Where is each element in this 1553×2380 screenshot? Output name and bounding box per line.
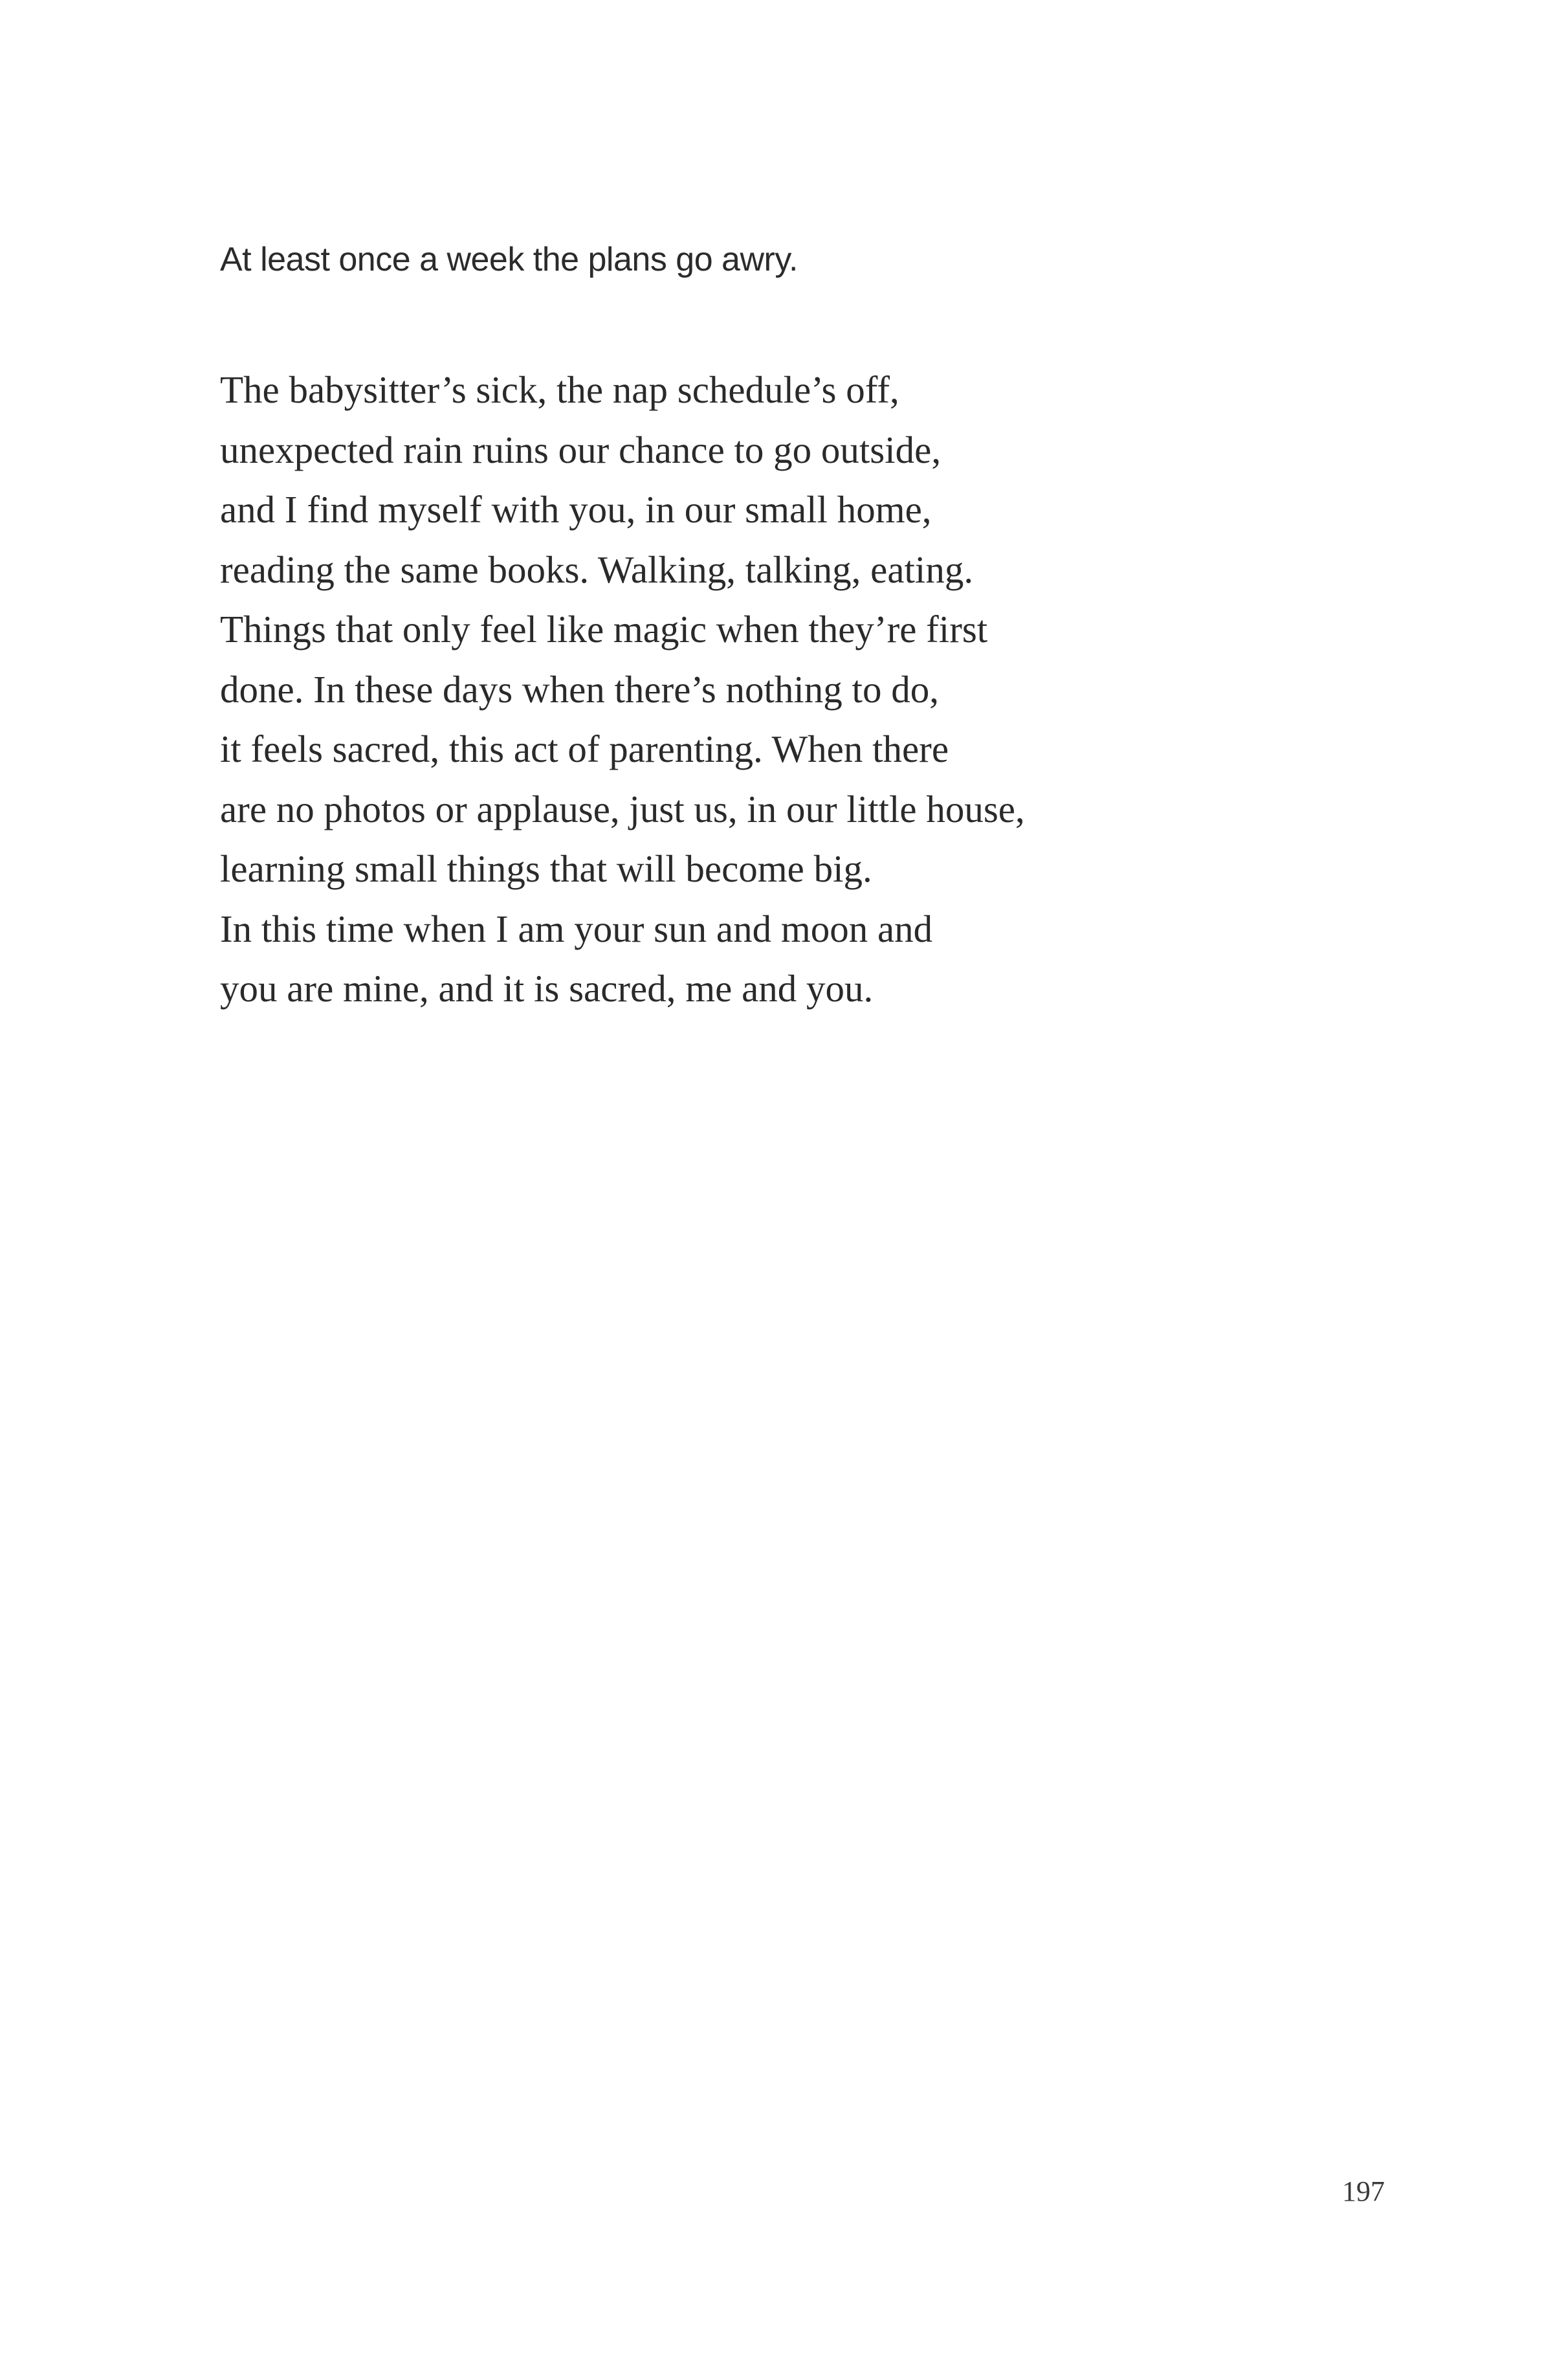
poem-line: reading the same books. Walking, talking, eating. (220, 548, 974, 591)
poem-line: In this time when I am your sun and moon and (220, 907, 933, 950)
poem-line: and I find myself with you, in our small home, (220, 488, 932, 531)
poem-line: are no photos or applause, just us, in our little house, (220, 787, 1025, 830)
page-heading: At least once a week the plans go awry. (220, 241, 798, 278)
poem-line: you are mine, and it is sacred, me and you. (220, 967, 874, 1010)
poem-line: Things that only feel like magic when they’re first (220, 608, 988, 651)
poem-line: it feels sacred, this act of parenting. When there (220, 728, 949, 770)
poem-text (220, 360, 1025, 1019)
poem-line: unexpected rain ruins our chance to go outside, (220, 428, 942, 471)
poem-line: learning small things that will become big. (220, 847, 872, 890)
poem-line: done. In these days when there’s nothing to do, (220, 667, 939, 711)
poem-line: The babysitter’s sick, the nap schedule’s off, (220, 368, 899, 411)
page-number: 197 (1342, 2175, 1385, 2207)
